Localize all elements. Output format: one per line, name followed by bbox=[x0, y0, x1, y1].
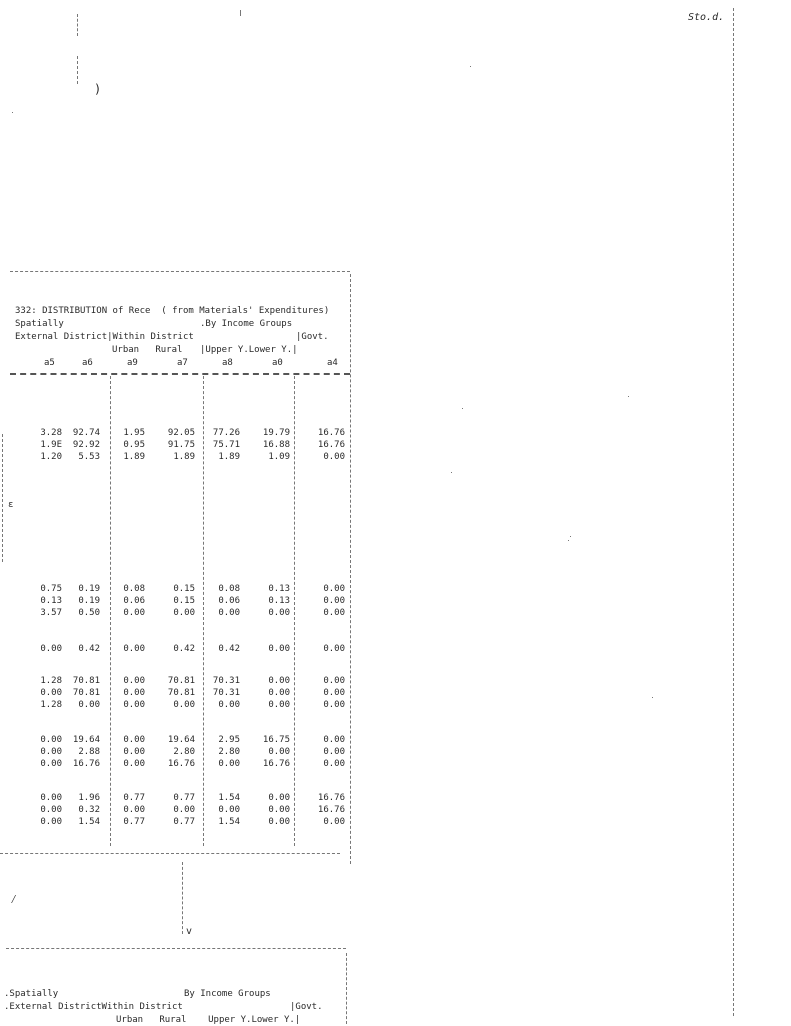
table-cell: 3.57 bbox=[40, 608, 62, 618]
table-cell: 16.76 bbox=[317, 428, 345, 438]
table-cell: 0.00 bbox=[40, 817, 62, 827]
table-cell: 0.00 bbox=[268, 793, 290, 803]
table-cell: 19.79 bbox=[262, 428, 290, 438]
table-cell: 0.06 bbox=[218, 596, 240, 606]
scan-mark: ε bbox=[8, 500, 14, 510]
table-cell: 77.26 bbox=[212, 428, 240, 438]
scan-speck bbox=[568, 540, 569, 541]
table-cell: 2.80 bbox=[173, 747, 195, 757]
table-cell: 0.00 bbox=[123, 676, 145, 686]
column-code: a0 bbox=[272, 358, 283, 368]
table-cell: 1.54 bbox=[218, 817, 240, 827]
header-govt: |Govt. bbox=[296, 332, 329, 342]
table-cell: 16.88 bbox=[262, 440, 290, 450]
table-cell: 16.76 bbox=[317, 793, 345, 803]
table-cell: 0.95 bbox=[123, 440, 145, 450]
corner-mark: Sto.d. bbox=[688, 12, 725, 23]
table-cell: 16.76 bbox=[262, 759, 290, 769]
table-title: 332: DISTRIBUTION of Rece ( from Materials' Expenditures) bbox=[15, 306, 330, 316]
table-cell: 0.00 bbox=[218, 700, 240, 710]
table-cell: 0.00 bbox=[268, 700, 290, 710]
header-district: External District|Within District bbox=[15, 332, 194, 342]
table-cell: 0.00 bbox=[268, 676, 290, 686]
table-row bbox=[0, 700, 360, 711]
next-table-top-border bbox=[6, 948, 346, 949]
table-row bbox=[0, 735, 360, 746]
table-cell: 0.00 bbox=[323, 759, 345, 769]
table-cell: 0.00 bbox=[40, 688, 62, 698]
table-row bbox=[0, 805, 360, 816]
table-cell: 0.77 bbox=[173, 817, 195, 827]
table-cell: 0.13 bbox=[40, 596, 62, 606]
table-row bbox=[0, 676, 360, 687]
table-cell: 0.00 bbox=[268, 608, 290, 618]
scan-speck bbox=[462, 408, 463, 409]
table-cell: 1.28 bbox=[40, 700, 62, 710]
table-cell: 1.89 bbox=[173, 452, 195, 462]
table-cell: 0.77 bbox=[123, 793, 145, 803]
table-cell: 0.00 bbox=[78, 700, 100, 710]
next-header-govt: |Govt. bbox=[290, 1002, 323, 1012]
table-cell: 0.00 bbox=[123, 805, 145, 815]
table-cell: 0.00 bbox=[40, 793, 62, 803]
table-cell: 0.00 bbox=[268, 747, 290, 757]
table-cell: 2.95 bbox=[218, 735, 240, 745]
next-table-header bbox=[0, 945, 360, 1024]
scan-speck bbox=[652, 697, 653, 698]
next-header-spatially: .Spatially bbox=[4, 989, 59, 999]
table-cell: 16.76 bbox=[317, 805, 345, 815]
table-cell: 1.20 bbox=[40, 452, 62, 462]
table-cell: 0.00 bbox=[173, 805, 195, 815]
table-cell: 5.53 bbox=[78, 452, 100, 462]
table-cell: 0.00 bbox=[323, 452, 345, 462]
table-cell: 0.15 bbox=[173, 584, 195, 594]
column-code: a4 bbox=[327, 358, 338, 368]
table-cell: 2.80 bbox=[218, 747, 240, 757]
table-row bbox=[0, 644, 360, 655]
table-cell: 0.00 bbox=[123, 759, 145, 769]
table-cell: 0.00 bbox=[323, 817, 345, 827]
scan-mark: ) bbox=[94, 82, 102, 96]
table-row bbox=[0, 428, 360, 439]
table-cell: 0.00 bbox=[40, 805, 62, 815]
table-cell: 0.00 bbox=[323, 644, 345, 654]
table-cell: 0.77 bbox=[173, 793, 195, 803]
table-cell: 92.74 bbox=[72, 428, 100, 438]
table-cell: 0.00 bbox=[123, 644, 145, 654]
table-row bbox=[0, 793, 360, 804]
table-cell: 0.00 bbox=[323, 735, 345, 745]
table-bottom-border bbox=[0, 853, 340, 854]
header-spatially: Spatially bbox=[15, 319, 64, 329]
column-code: a7 bbox=[177, 358, 188, 368]
table-cell: 1.28 bbox=[40, 676, 62, 686]
scan-speck bbox=[570, 536, 571, 537]
table-cell: 1.54 bbox=[78, 817, 100, 827]
table-cell: 0.13 bbox=[268, 596, 290, 606]
table-cell: 0.00 bbox=[268, 817, 290, 827]
page-edge-line bbox=[733, 8, 734, 1016]
scan-speck bbox=[451, 472, 452, 473]
table-cell: 1.95 bbox=[123, 428, 145, 438]
table-cell: 0.00 bbox=[40, 759, 62, 769]
table-cell: 0.00 bbox=[323, 700, 345, 710]
table-cell: 0.00 bbox=[323, 596, 345, 606]
table-cell: 0.42 bbox=[78, 644, 100, 654]
table-cell: 0.00 bbox=[323, 688, 345, 698]
table-cell: 0.00 bbox=[268, 688, 290, 698]
column-code: a8 bbox=[222, 358, 233, 368]
next-table-right-border bbox=[346, 953, 347, 1024]
scan-mark bbox=[77, 14, 78, 36]
table-cell: 0.00 bbox=[123, 688, 145, 698]
table-cell: 19.64 bbox=[167, 735, 195, 745]
table-cell: 70.31 bbox=[212, 676, 240, 686]
table-cell: 91.75 bbox=[167, 440, 195, 450]
scan-speck bbox=[240, 10, 241, 16]
table-cell: 0.06 bbox=[123, 596, 145, 606]
table-cell: 70.81 bbox=[72, 676, 100, 686]
table-cell: 0.50 bbox=[78, 608, 100, 618]
table-cell: 0.00 bbox=[323, 747, 345, 757]
table-cell: 19.64 bbox=[72, 735, 100, 745]
table-cell: 1.96 bbox=[78, 793, 100, 803]
table-cell: 16.76 bbox=[72, 759, 100, 769]
table-body bbox=[0, 266, 360, 866]
table-cell: 16.75 bbox=[262, 735, 290, 745]
column-code: a9 bbox=[127, 358, 138, 368]
table-cell: 3.28 bbox=[40, 428, 62, 438]
table-cell: 0.00 bbox=[268, 644, 290, 654]
distribution-table bbox=[0, 266, 360, 866]
table-cell: 0.00 bbox=[40, 735, 62, 745]
scan-speck bbox=[628, 396, 629, 397]
table-cell: 0.00 bbox=[123, 700, 145, 710]
table-cell: 92.92 bbox=[72, 440, 100, 450]
table-cell: 0.00 bbox=[268, 805, 290, 815]
table-cell: 16.76 bbox=[317, 440, 345, 450]
column-code: a5 bbox=[44, 358, 55, 368]
table-cell: 1.89 bbox=[123, 452, 145, 462]
table-cell: 70.81 bbox=[167, 676, 195, 686]
scan-speck bbox=[12, 112, 13, 113]
table-cell: 0.32 bbox=[78, 805, 100, 815]
table-cell: 0.00 bbox=[218, 608, 240, 618]
table-cell: 70.81 bbox=[167, 688, 195, 698]
table-cell: 0.42 bbox=[218, 644, 240, 654]
table-row bbox=[0, 817, 360, 828]
scan-mark: ⁄ bbox=[10, 892, 18, 906]
scan-mark: v bbox=[186, 926, 193, 937]
header-income-groups: .By Income Groups bbox=[200, 319, 293, 329]
scan-mark bbox=[2, 434, 3, 562]
table-cell: 75.71 bbox=[212, 440, 240, 450]
next-header-district: .External DistrictWithin District bbox=[4, 1002, 183, 1012]
table-cell: 0.77 bbox=[123, 817, 145, 827]
table-row bbox=[0, 440, 360, 451]
column-code: a6 bbox=[82, 358, 93, 368]
table-cell: 1.9E bbox=[40, 440, 62, 450]
table-row bbox=[0, 452, 360, 463]
table-row bbox=[0, 596, 360, 607]
table-cell: 0.00 bbox=[323, 608, 345, 618]
table-row bbox=[0, 759, 360, 770]
table-cell: 0.19 bbox=[78, 596, 100, 606]
table-cell: 0.75 bbox=[40, 584, 62, 594]
table-row bbox=[0, 584, 360, 595]
table-cell: 0.00 bbox=[123, 747, 145, 757]
table-cell: 0.19 bbox=[78, 584, 100, 594]
table-cell: 0.00 bbox=[218, 805, 240, 815]
table-cell: 92.05 bbox=[167, 428, 195, 438]
table-cell: 0.42 bbox=[173, 644, 195, 654]
table-cell: 2.88 bbox=[78, 747, 100, 757]
table-cell: 1.09 bbox=[268, 452, 290, 462]
table-cell: 0.00 bbox=[40, 644, 62, 654]
table-cell: 0.00 bbox=[218, 759, 240, 769]
table-cell: 0.15 bbox=[173, 596, 195, 606]
scan-speck bbox=[470, 66, 471, 67]
table-row bbox=[0, 608, 360, 619]
scan-mark bbox=[77, 56, 78, 84]
header-upper-lower: |Upper Y.Lower Y.| bbox=[200, 345, 298, 355]
table-row bbox=[0, 747, 360, 758]
scan-mark bbox=[182, 862, 183, 934]
next-header-income-groups: By Income Groups bbox=[184, 989, 271, 999]
table-cell: 0.00 bbox=[173, 700, 195, 710]
table-cell: 0.00 bbox=[40, 747, 62, 757]
table-cell: 0.00 bbox=[173, 608, 195, 618]
table-cell: 0.13 bbox=[268, 584, 290, 594]
table-cell: 0.08 bbox=[123, 584, 145, 594]
header-urban-rural: Urban Rural bbox=[112, 345, 183, 355]
table-cell: 0.00 bbox=[123, 735, 145, 745]
table-cell: 0.08 bbox=[218, 584, 240, 594]
table-cell: 70.81 bbox=[72, 688, 100, 698]
table-cell: 16.76 bbox=[167, 759, 195, 769]
table-cell: 0.00 bbox=[323, 584, 345, 594]
table-cell: 1.54 bbox=[218, 793, 240, 803]
table-cell: 70.31 bbox=[212, 688, 240, 698]
table-cell: 0.00 bbox=[123, 608, 145, 618]
table-cell: 1.89 bbox=[218, 452, 240, 462]
table-row bbox=[0, 688, 360, 699]
next-header-urban-rural: Urban Rural Upper Y.Lower Y.| bbox=[116, 1015, 301, 1025]
table-cell: 0.00 bbox=[323, 676, 345, 686]
